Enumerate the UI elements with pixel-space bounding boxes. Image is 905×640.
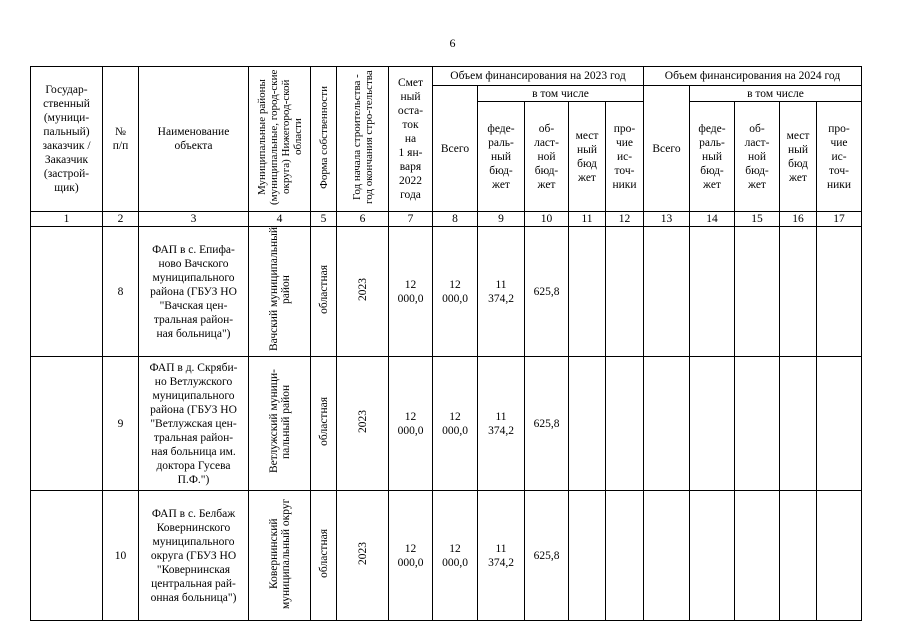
- col-number: 10: [525, 212, 569, 227]
- ownership: областная: [317, 265, 330, 314]
- empty-cell: [817, 227, 862, 357]
- header-local-2023: мест ный бюд жет: [569, 102, 606, 212]
- header-object-name: Наименование объекта: [139, 67, 249, 212]
- header-estimate: Смет ный оста- ток на 1 ян- варя 2022 года: [389, 67, 433, 212]
- col-number: 3: [139, 212, 249, 227]
- table-row: [31, 227, 862, 357]
- header-num: № п/п: [103, 67, 139, 212]
- ownership: областная: [317, 529, 330, 578]
- header-total-2024: Всего: [644, 86, 690, 212]
- empty-cell: [644, 491, 690, 621]
- header-local-2024: мест ный бюд жет: [780, 102, 817, 212]
- header-customer: Государ- ственный (муници- пальный) заказчик / Заказчик (застрой- щик): [31, 67, 103, 212]
- federal-2023: 11 374,2: [478, 227, 525, 357]
- empty-cell: [644, 227, 690, 357]
- page-number: 6: [449, 36, 456, 50]
- years-cell: [337, 357, 389, 491]
- header-other-2024: про- чие ис- точ- ники: [817, 102, 862, 212]
- header-other-2023: про- чие ис- точ- ники: [606, 102, 644, 212]
- col-number: 17: [817, 212, 862, 227]
- header-regional-2023: об- ласт- ной бюд- жет: [525, 102, 569, 212]
- empty-cell: [569, 491, 606, 621]
- district-cell: [249, 227, 311, 357]
- years-cell: [337, 491, 389, 621]
- customer-cell: [31, 227, 103, 357]
- empty-cell: [817, 491, 862, 621]
- col-number: 5: [311, 212, 337, 227]
- empty-cell: [780, 227, 817, 357]
- empty-cell: [690, 227, 735, 357]
- header-years-cell: [337, 67, 389, 212]
- header-fin-2023: Объем финансирования на 2023 год: [433, 67, 644, 86]
- object-name: ФАП в д. Скряби- но Ветлужского муниципального района (ГБУЗ НО "Ветлужская цен- тральная район- ная больница им. доктора Гусева П.Ф."): [139, 357, 249, 491]
- header-total-2023: Всего: [433, 86, 478, 212]
- years: 2023: [356, 542, 369, 565]
- empty-cell: [606, 227, 644, 357]
- regional-2023: 625,8: [525, 227, 569, 357]
- header-federal-2024: феде- раль- ный бюд- жет: [690, 102, 735, 212]
- total-2023: 12 000,0: [433, 357, 478, 491]
- col-number: 14: [690, 212, 735, 227]
- regional-2023: 625,8: [525, 491, 569, 621]
- col-number: 7: [389, 212, 433, 227]
- district-cell: [249, 357, 311, 491]
- estimate: 12 000,0: [389, 357, 433, 491]
- empty-cell: [690, 357, 735, 491]
- header-districts: Муниципальные районы (муниципальные, город-ские округа) Нижегород-ской области: [255, 69, 304, 205]
- district: Ветлужский муници-пальный район: [267, 369, 292, 474]
- col-number: 6: [337, 212, 389, 227]
- ownership-cell: [311, 357, 337, 491]
- district: Вачский муниципальный район: [267, 227, 292, 352]
- district: Ковернинский муниципальный округ: [267, 498, 292, 609]
- federal-2023: 11 374,2: [478, 491, 525, 621]
- column-number-row: [31, 212, 862, 227]
- col-number: 13: [644, 212, 690, 227]
- empty-cell: [569, 357, 606, 491]
- header-fin-2024: Объем финансирования на 2024 год: [644, 67, 862, 86]
- empty-cell: [735, 227, 780, 357]
- customer-cell: [31, 491, 103, 621]
- federal-2023: 11 374,2: [478, 357, 525, 491]
- empty-cell: [569, 227, 606, 357]
- estimate: 12 000,0: [389, 491, 433, 621]
- col-number: 16: [780, 212, 817, 227]
- empty-cell: [606, 491, 644, 621]
- header-ownership: Форма собственности: [317, 85, 330, 189]
- col-number: 1: [31, 212, 103, 227]
- col-number: 15: [735, 212, 780, 227]
- empty-cell: [817, 357, 862, 491]
- ownership-cell: [311, 227, 337, 357]
- customer-cell: [31, 357, 103, 491]
- empty-cell: [735, 357, 780, 491]
- years: 2023: [356, 410, 369, 433]
- years-cell: [337, 227, 389, 357]
- empty-cell: [690, 491, 735, 621]
- district-cell: [249, 491, 311, 621]
- object-name: ФАП в с. Епифа- ново Вачского муниципального района (ГБУЗ НО "Вачская цен- тральная район- ная больница"): [139, 227, 249, 357]
- header-incl-2023: в том числе: [478, 86, 644, 102]
- empty-cell: [644, 357, 690, 491]
- ownership: областная: [317, 397, 330, 446]
- row-num: 9: [103, 357, 139, 491]
- col-number: 8: [433, 212, 478, 227]
- table-row: [31, 357, 862, 491]
- col-number: 11: [569, 212, 606, 227]
- estimate: 12 000,0: [389, 227, 433, 357]
- table-row: [31, 491, 862, 621]
- header-districts-cell: [249, 67, 311, 212]
- col-number: 9: [478, 212, 525, 227]
- row-num: 10: [103, 491, 139, 621]
- empty-cell: [606, 357, 644, 491]
- header-ownership-cell: [311, 67, 337, 212]
- total-2023: 12 000,0: [433, 491, 478, 621]
- col-number: 12: [606, 212, 644, 227]
- object-name: ФАП в с. Белбаж Ковернинского муниципального округа (ГБУЗ НО "Ковернинская центральная рай- онная больница"): [139, 491, 249, 621]
- row-num: 8: [103, 227, 139, 357]
- empty-cell: [735, 491, 780, 621]
- header-years: Год начала строительства - год окончания стро-тельства: [350, 70, 375, 204]
- empty-cell: [780, 357, 817, 491]
- header-federal-2023: феде- раль- ный бюд- жет: [478, 102, 525, 212]
- years: 2023: [356, 278, 369, 301]
- empty-cell: [780, 491, 817, 621]
- col-number: 2: [103, 212, 139, 227]
- header-incl-2024: в том числе: [690, 86, 862, 102]
- ownership-cell: [311, 491, 337, 621]
- col-number: 4: [249, 212, 311, 227]
- regional-2023: 625,8: [525, 357, 569, 491]
- header-regional-2024: об- ласт- ной бюд- жет: [735, 102, 780, 212]
- financing-table: [30, 66, 862, 621]
- total-2023: 12 000,0: [433, 227, 478, 357]
